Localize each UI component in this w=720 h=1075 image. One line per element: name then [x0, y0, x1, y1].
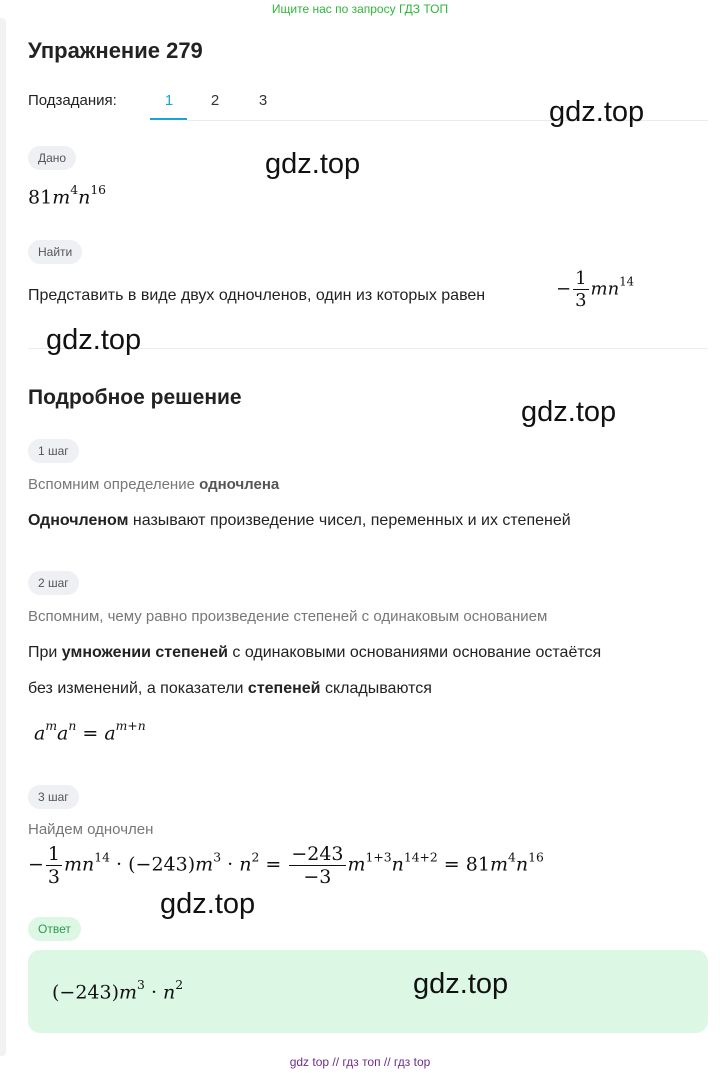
step-1-hint: Вспомним определение одночлена: [28, 476, 280, 493]
step-1-badge: 1 шаг: [28, 439, 79, 463]
watermark-gdz-top: gdz.top: [160, 888, 256, 920]
watermark-gdz-top: gdz.top: [265, 148, 361, 180]
answer-expression: $(-243)m^3 \cdot n^2$: [52, 978, 184, 1004]
watermark-gdz-top: gdz.top: [413, 968, 509, 1000]
step-2-rule-line-1: При умножении степеней с одинаковыми основаниями основание остаётся: [28, 644, 602, 661]
tab-subtask-2[interactable]: 2: [210, 92, 220, 109]
step-2-hint: Вспомним, чему равно произведение степеней с одинаковым основанием: [28, 608, 548, 625]
step-3-badge: 3 шаг: [28, 785, 79, 809]
search-banner: Ищите нас по запросу ГДЗ ТОП: [271, 2, 449, 16]
watermark-gdz-top: gdz.top: [549, 96, 645, 128]
find-text: Представить в виде двух одночленов, один из которых равен: [28, 287, 486, 304]
step-3-hint: Найдем одночлен: [28, 821, 154, 838]
step-2-formula: $a^ma^n = a^{m+n}$: [34, 719, 146, 745]
step-3-equation: − $\frac{1}{3}$ $mn^{14} \cdot (-243)m^3 \cdot n^2$ = $\frac{-243}{-3}$ $m^{1+3}n^{14+2} = 81m^4n^{16}$: [28, 843, 544, 888]
watermark-gdz-top: gdz.top: [521, 396, 617, 428]
tab-subtask-3[interactable]: 3: [258, 92, 268, 109]
answer-badge: Ответ: [28, 917, 81, 941]
find-badge: Найти: [28, 240, 82, 264]
left-rail: [0, 18, 6, 1056]
active-tab-indicator: [150, 118, 187, 120]
step-1-definition: Одночленом называют произведение чисел, переменных и их степеней: [28, 512, 571, 529]
find-expression: − $\frac{1}{3}$ $mn^{14}$: [556, 268, 635, 311]
solution-title: Подробное решение: [28, 386, 242, 409]
given-badge: Дано: [28, 146, 76, 170]
watermark-gdz-top: gdz.top: [46, 324, 142, 356]
step-2-rule-line-2: без изменений, а показатели степеней складываются: [28, 680, 432, 697]
page-title: Упражнение 279: [28, 38, 203, 63]
footer-links: gdz top // гдз топ // гдз top: [289, 1055, 431, 1069]
tab-subtask-1[interactable]: 1: [164, 92, 174, 109]
given-expression: $81m^4n^{16}$: [28, 183, 107, 209]
step-2-badge: 2 шаг: [28, 571, 79, 595]
subtasks-label: Подзадания:: [28, 92, 117, 109]
